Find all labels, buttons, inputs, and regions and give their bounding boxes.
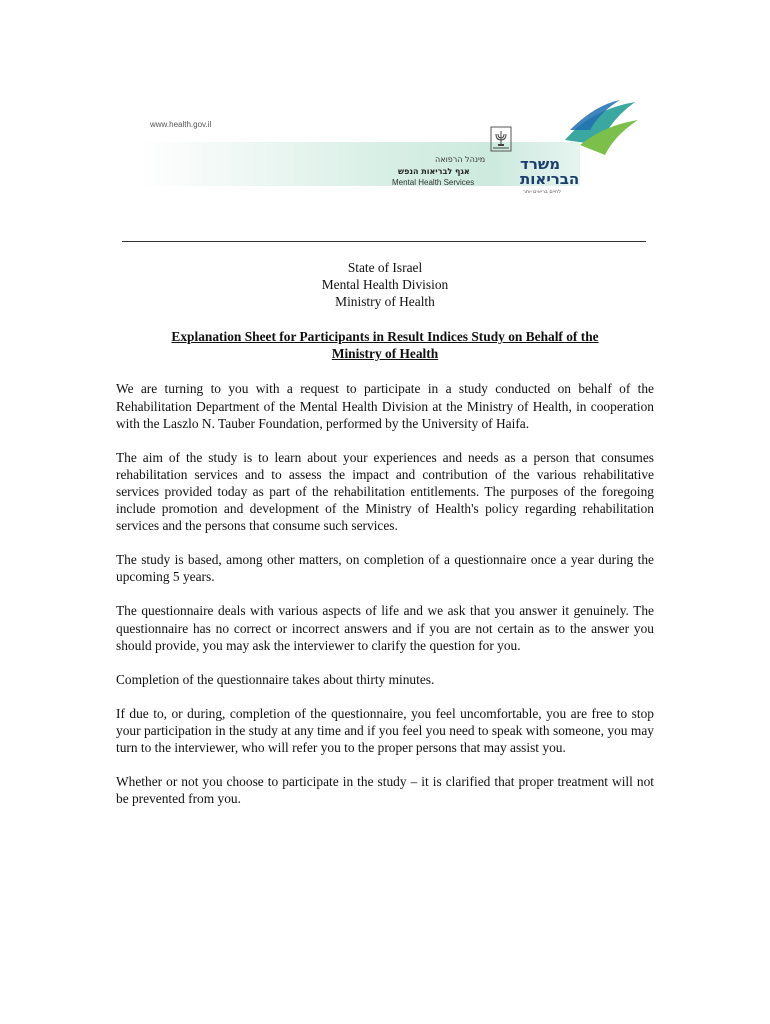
banner-band	[140, 142, 580, 186]
paragraph-request: We are turning to you with a request to participate in a study conducted on behalf of the Rehabilitation Department of the Mental Health Division at the Ministry of Health, in cooperation with the Laszlo N. Tauber Foundation, performed by the University of Haifa.	[116, 381, 654, 431]
org-line-ministry: Ministry of Health	[335, 294, 435, 310]
division-english: Mental Health Services	[392, 178, 475, 187]
ministry-hebrew-line1: משרד	[520, 155, 561, 173]
header-divider	[122, 241, 646, 242]
division-hebrew-line2: אגף לבריאות הנפש	[398, 167, 470, 176]
letterhead-banner	[140, 100, 640, 195]
paragraph-duration: Completion of the questionnaire takes about thirty minutes.	[116, 671, 435, 687]
paragraph-treatment: Whether or not you choose to participate in the study – it is clarified that proper treatment will not be prevented from you.	[116, 774, 654, 807]
org-line-state: State of Israel	[347, 260, 423, 275]
title-line1: Explanation Sheet for Participants in Result Indices Study on Behalf of the	[171, 329, 599, 345]
menorah-emblem-icon	[490, 126, 512, 152]
ministry-swoosh-logo-icon	[560, 100, 640, 160]
ministry-tagline: לחיים בריאים יותר	[523, 189, 562, 195]
paragraph-questionnaire: The questionnaire deals with various aspects of life and we ask that you answer it genuinely. The questionnaire has no correct or incorrect answers and if you are not certain as to the answer you should provide, you may ask the interviewer to clarify the question for you.	[116, 603, 654, 653]
division-hebrew-line1: מינהל הרפואה	[435, 155, 486, 164]
ministry-hebrew-line2: הבריאות	[520, 170, 580, 188]
paragraph-discomfort: If due to, or during, completion of the questionnaire, you feel uncomfortable, you are free to stop your participation in the study at any time and if you feel you need to speak with someone, you may turn to the interviewer, who will refer you to the proper persons that may assist you.	[116, 705, 654, 755]
document-body	[116, 259, 654, 807]
title-line2: Ministry of Health	[331, 346, 439, 362]
website-url: www.health.gov.il	[150, 120, 212, 129]
paragraph-basis: The study is based, among other matters, on completion of a questionnaire once a year during the upcoming 5 years.	[116, 552, 654, 585]
document-title	[116, 328, 654, 362]
paragraph-aim: The aim of the study is to learn about your experiences and needs as a person that consumes rehabilitation services and to assess the impact and contribution of the various rehabilitative services provided today as part of the rehabilitation entitlements. The purposes of the foregoing include promotion and development of the Ministry of Health's policy regarding rehabilitation services and the persons that consume such services.	[116, 449, 654, 534]
org-line-division: Mental Health Division	[321, 277, 449, 293]
